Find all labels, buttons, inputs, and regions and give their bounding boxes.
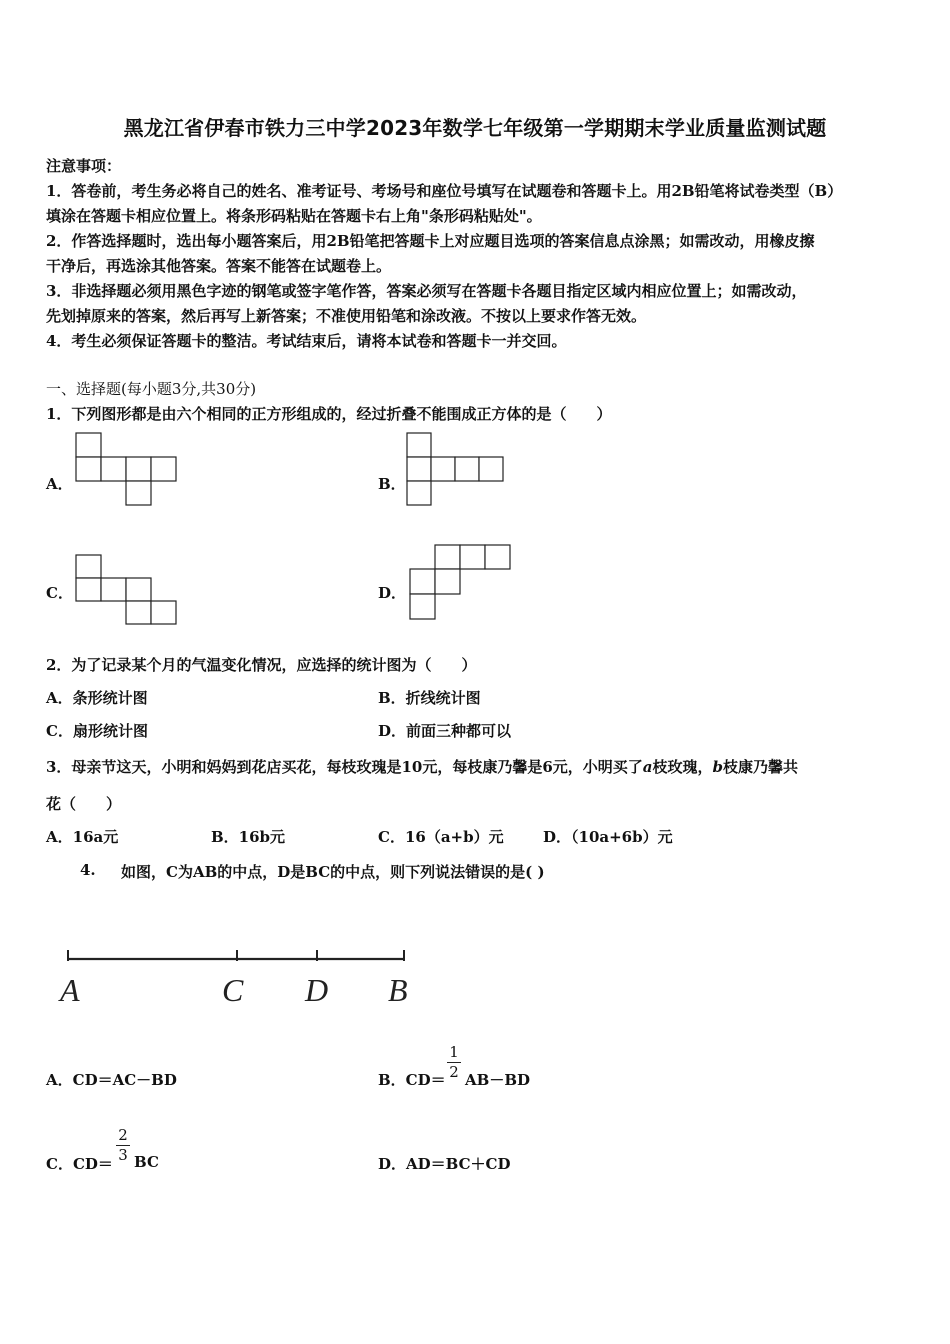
point-d-label: D (305, 972, 329, 1008)
q4-option-b-fraction (447, 1044, 461, 1081)
q1-net-d (410, 545, 515, 623)
q1-option-b-label[interactable]: B． (378, 475, 406, 493)
section-heading: 一、选择题(每小题3分,共30分) (46, 380, 257, 398)
q2-option-a[interactable]: A．条形统计图 (46, 689, 148, 707)
note-line-7: 4．考生必须保证答题卡的整洁。考试结束后，请将本试卷和答题卡一并交回。 (46, 332, 567, 350)
note-line-6: 先划掉原来的答案，然后再写上新答案；不准使用铅笔和涂改液。不按以上要求作答无效。 (46, 307, 647, 325)
q4-option-b-prefix[interactable]: B．CD＝ (378, 1071, 446, 1089)
note-line-4: 干净后，再选涂其他答案。答案不能答在试题卷上。 (46, 257, 392, 275)
q3-option-d[interactable]: D．（10a+6b）元 (543, 828, 673, 846)
q3-stem-line1 (46, 756, 798, 777)
point-b-label: B (388, 972, 408, 1008)
q4-option-d[interactable]: D．AD＝BC＋CD (378, 1155, 511, 1173)
fraction-denominator: 2 (449, 1063, 459, 1081)
q3-option-a[interactable]: A．16a元 (46, 828, 119, 846)
q3-stem-part3: 枝康乃馨共 (723, 758, 799, 776)
fraction-numerator: 2 (118, 1126, 128, 1144)
q2-option-b[interactable]: B．折线统计图 (378, 689, 481, 707)
page-title: 黑龙江省伊春市铁力三中学2023年数学七年级第一学期期末学业质量监测试题 (123, 116, 827, 140)
q3-var-b: b (712, 758, 724, 776)
q1-net-c (76, 555, 181, 627)
q1-stem: 1．下列图形都是由六个相同的正方形组成的，经过折叠不能围成正方体的是（ ） (46, 405, 612, 423)
q2-option-d[interactable]: D．前面三种都可以 (378, 722, 512, 740)
note-line-3: 2．作答选择题时，选出每小题答案后，用2B铅笔把答题卡上对应题目选项的答案信息点涂黑；如需改动，用橡皮擦 (46, 232, 815, 250)
q4-option-b-suffix[interactable]: AB－BD (465, 1071, 531, 1089)
note-line-2: 填涂在答题卡相应位置上。将条形码粘贴在答题卡右上角"条形码粘贴处"。 (46, 207, 542, 225)
point-a-label: A (60, 972, 80, 1008)
notes-heading: 注意事项： (46, 157, 122, 175)
q4-option-c-fraction (116, 1127, 130, 1164)
q1-option-d-label[interactable]: D． (378, 584, 407, 602)
q4-option-c-suffix[interactable]: BC (134, 1153, 159, 1171)
q2-option-c[interactable]: C．扇形统计图 (46, 722, 148, 740)
note-line-5: 3．非选择题必须用黑色字迹的钢笔或签字笔作答，答案必须写在答题卡各题目指定区域内相应位置上；如需改动， (46, 282, 807, 300)
fraction-numerator: 1 (449, 1043, 459, 1061)
note-line-1: 1．答卷前，考生务必将自己的姓名、准考证号、考场号和座位号填写在试题卷和答题卡上。用2B铅笔将试卷类型（B） (46, 182, 843, 200)
q4-number: 4. (80, 861, 96, 879)
q4-option-c-prefix[interactable]: C．CD＝ (46, 1155, 113, 1173)
q3-stem-line2: 花（ ） (46, 795, 122, 813)
q3-stem-part2: 枝玫瑰， (652, 758, 713, 776)
point-c-label: C (222, 972, 244, 1008)
segment-diagram (60, 945, 420, 1015)
q3-option-c[interactable]: C．16（a+b）元 (378, 828, 504, 846)
q3-stem-part1: 3．母亲节这天，小明和妈妈到花店买花，每枝玫瑰是10元，每枝康乃馨是6元，小明买了 (46, 758, 643, 776)
q4-stem: 如图，C为AB的中点，D是BC的中点，则下列说法错误的是( ) (121, 863, 545, 881)
q1-net-a (76, 433, 181, 508)
q2-stem: 2．为了记录某个月的气温变化情况，应选择的统计图为（ ） (46, 656, 477, 674)
q1-option-c-label[interactable]: C． (46, 584, 73, 602)
q1-option-a-label[interactable]: A． (46, 475, 73, 493)
fraction-denominator: 3 (118, 1146, 128, 1164)
q3-var-a: a (642, 758, 653, 776)
q4-option-a[interactable]: A．CD＝AC－BD (46, 1071, 177, 1089)
q1-net-b (407, 433, 507, 508)
q3-option-b[interactable]: B．16b元 (211, 828, 286, 846)
